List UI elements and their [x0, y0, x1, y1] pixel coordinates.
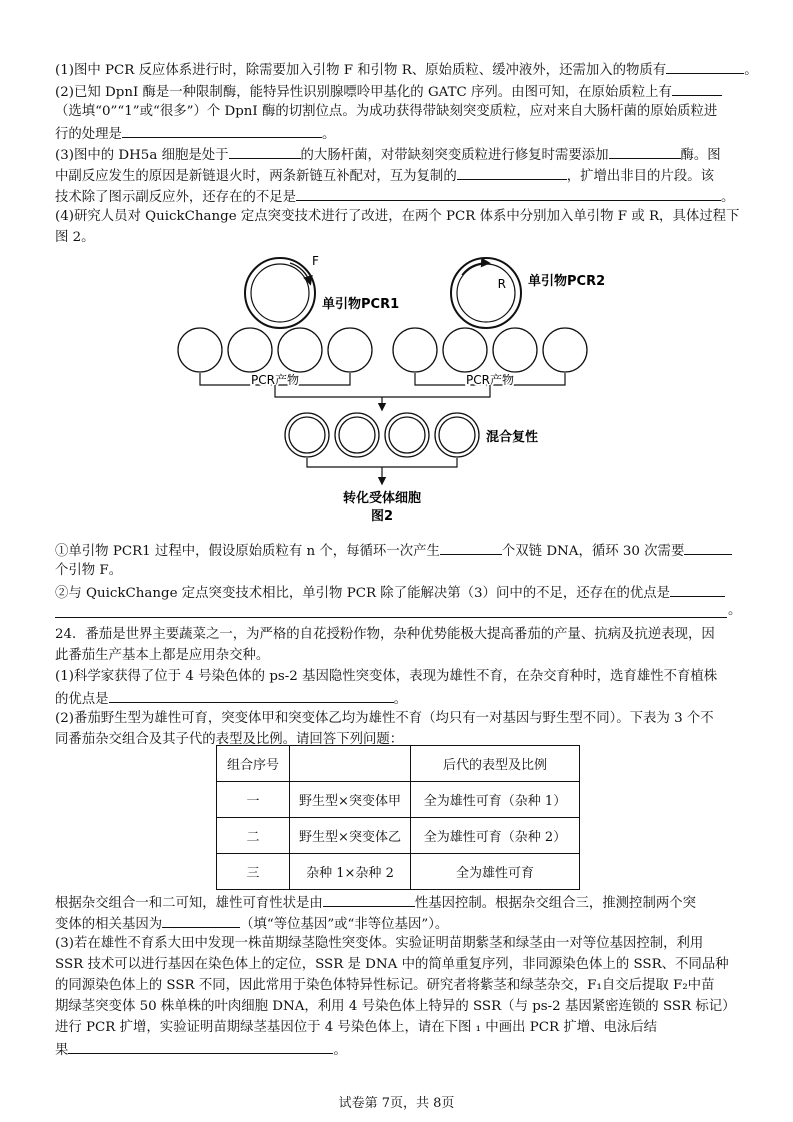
primer-f-label: F	[312, 254, 319, 268]
table-cell: 一	[217, 782, 290, 818]
answer-blank[interactable]	[457, 165, 567, 180]
table-cell: 野生型×突变体乙	[290, 818, 411, 854]
original-plasmid-pcr1	[245, 258, 315, 328]
mix-anneal-label: 混合复性	[486, 430, 539, 445]
q23-part2-line3: 行的处理是 。	[55, 123, 335, 145]
table-header-cell	[290, 746, 411, 782]
answer-blank[interactable]	[670, 582, 725, 597]
q23-part2-line2: （选填“0”“1”或“很多”）个 DpnI 酶的切割位点。为成功获得带缺刻突变质粒，应对来自大肠杆菌的原始质粒进	[55, 104, 718, 119]
pcr-product-circle	[178, 328, 222, 372]
answer-blank[interactable]	[122, 123, 322, 138]
primer-r-label: R	[497, 277, 506, 291]
table-header-row	[217, 746, 580, 782]
answer-blank[interactable]	[68, 1039, 333, 1054]
answer-blank[interactable]	[323, 892, 415, 907]
table-cell: 三	[217, 854, 290, 890]
q23-4-sub1-line1: ①单引物 PCR1 过程中，假设原始质粒有 n 个，每循环一次产生 个双链 DNA，循环 30 次需要	[55, 540, 732, 562]
figure-caption: 图2	[370, 509, 394, 524]
q23-part3-line3: 技术除了图示副反应外，还存在的不足是 。	[55, 186, 734, 208]
answer-blank-full-line[interactable]	[55, 617, 727, 618]
figure-2-diagram	[150, 245, 610, 535]
q23-part3-line2: 中副反应发生的原因是新链退火时，两条新链互补配对，互为复制的 ，扩增出非目的片段。该	[55, 165, 714, 187]
pcr-product-circle	[543, 328, 587, 372]
pcr-product-circle	[443, 328, 487, 372]
q23-4-sub2-line1: ②与 QuickChange 定点突变技术相比，单引物 PCR 除了能解决第（3）问中的不足，还存在的优点是	[55, 582, 725, 604]
q23-part3-line1: (3)图中的 DH5a 细胞是处于 的大肠杆菌，对带缺刻突变质粒进行修复时需要添加 酶。图	[55, 144, 721, 166]
q23-part4-line1: (4)研究人员对 QuickChange 定点突变技术进行了改进，在两个 PCR 体系中分别加入单引物 F 或 R，具体过程下	[55, 209, 740, 224]
q24-part2-line3: 根据杂交组合一和二可知，雄性可育性状是由 性基因控制。根据杂交组合三，推测控制两个突	[55, 892, 696, 914]
pcr-product-circle	[393, 328, 437, 372]
q23-4-sub2-end: 。	[728, 603, 742, 618]
pcr1-label: 单引物PCR1	[322, 297, 400, 312]
answer-blank[interactable]	[684, 540, 732, 555]
q24-part3-line3: 的同源染色体上的 SSR 不同，因此常用于染色体特异性标记。研究者将紫茎和绿茎杂交，F₁自交后提取 F₂中苗	[55, 978, 715, 993]
q24-part2-line1: (2)番茄野生型为雄性可育，突变体甲和突变体乙均为雄性不育（均只有一对基因与野生型不同）。下表为 3 个不	[55, 711, 714, 726]
table-cell: 全为雄性可育	[411, 854, 580, 890]
q24-part3-line6: 果 。	[55, 1039, 347, 1061]
transform-label: 转化受体细胞	[342, 491, 422, 506]
pcr-product-circle	[278, 328, 322, 372]
table-row	[217, 782, 580, 818]
answer-blank[interactable]	[162, 913, 240, 928]
q24-intro-line1: 24．番茄是世界主要蔬菜之一，为严格的自花授粉作物，杂种优势能极大提高番茄的产量、抗病及抗逆表现，因	[55, 627, 715, 642]
bottom-bracket	[307, 458, 457, 467]
table-row	[217, 854, 580, 890]
table-cell: 杂种 1×杂种 2	[290, 854, 411, 890]
q24-intro-line2: 此番茄生产基本上都是应用杂交种。	[55, 648, 270, 663]
answer-blank[interactable]	[109, 688, 394, 703]
pcr-product-circle	[493, 328, 537, 372]
pcr1-product-group	[178, 328, 372, 372]
table-header-cell: 后代的表型及比例	[411, 746, 580, 782]
table-cell: 全为雄性可育（杂种 1）	[411, 782, 580, 818]
q24-part1-line2: 的优点是 。	[55, 688, 407, 710]
pcr-product-circle	[328, 328, 372, 372]
answer-blank[interactable]	[229, 144, 301, 159]
q24-part3-line5: 进行 PCR 扩增，实验证明苗期绿茎基因位于 4 号染色体上，请在下图 ₁ 中画出 PCR 扩增、电泳后结	[55, 1020, 658, 1035]
q24-part1-line1: (1)科学家获得了位于 4 号染色体的 ps-2 基因隐性突变体，表现为雄性不育，在杂交育种时，选育雄性不育植株	[55, 669, 718, 684]
page-footer: 试卷第 7页，共 8页	[338, 1096, 455, 1111]
answer-blank[interactable]	[296, 186, 721, 201]
cross-results-table	[216, 745, 580, 890]
answer-blank[interactable]	[609, 144, 681, 159]
merge-connector	[275, 385, 490, 397]
q23-part2-line1: (2)已知 DpnI 酶是一种限制酶，能特异性识别腺嘌呤甲基化的 GATC 序列。由图可知，在原始质粒上有	[55, 81, 722, 103]
table-cell: 全为雄性可育（杂种 2）	[411, 818, 580, 854]
q24-part3-line4: 期绿茎突变体 50 株单株的叶肉细胞 DNA，利用 4 号染色体上特异的 SSR（与 ps-2 基因紧密连锁的 SSR 标记）	[55, 999, 736, 1014]
primer-f-arrow	[290, 263, 310, 283]
table-cell: 野生型×突变体甲	[290, 782, 411, 818]
q23-4-sub1-line2: 个引物 F。	[55, 563, 123, 578]
table-header-cell: 组合序号	[217, 746, 290, 782]
pcr2-label: 单引物PCR2	[528, 274, 606, 289]
q24-part3-line2: SSR 技术可以进行基因在染色体上的定位，SSR 是 DNA 中的简单重复序列，非同源染色体上的 SSR、不同品种	[55, 957, 729, 972]
q24-part2-line4: 变体的相关基因为 （填“等位基因”或“非等位基因”）。	[55, 913, 448, 935]
answer-blank[interactable]	[440, 540, 502, 555]
q23-part4-line2: 图 2。	[55, 230, 95, 245]
table-cell: 二	[217, 818, 290, 854]
pcr-product-circle	[228, 328, 272, 372]
q23-part1: (1)图中 PCR 反应体系进行时，除需要加入引物 F 和引物 R、原始质粒、缓冲液外，还需加入的物质有 。	[55, 59, 758, 81]
answer-blank[interactable]	[672, 81, 722, 96]
original-plasmid-pcr2	[451, 258, 521, 328]
pcr-product-label-left: PCR产物	[251, 373, 299, 387]
pcr2-product-group	[393, 328, 587, 372]
table-row	[217, 818, 580, 854]
annealed-plasmid-group	[285, 413, 479, 457]
q24-part3-line1: (3)若在雄性不育系大田中发现一株苗期绿茎隐性突变体。实验证明苗期紫茎和绿茎由一对等位基因控制，利用	[55, 936, 704, 951]
answer-blank[interactable]	[666, 59, 744, 74]
q24-part2-line2: 同番茄杂交组合及其子代的表型及比例。请回答下列问题：	[55, 732, 404, 747]
pcr-product-label-right: PCR产物	[466, 373, 514, 387]
